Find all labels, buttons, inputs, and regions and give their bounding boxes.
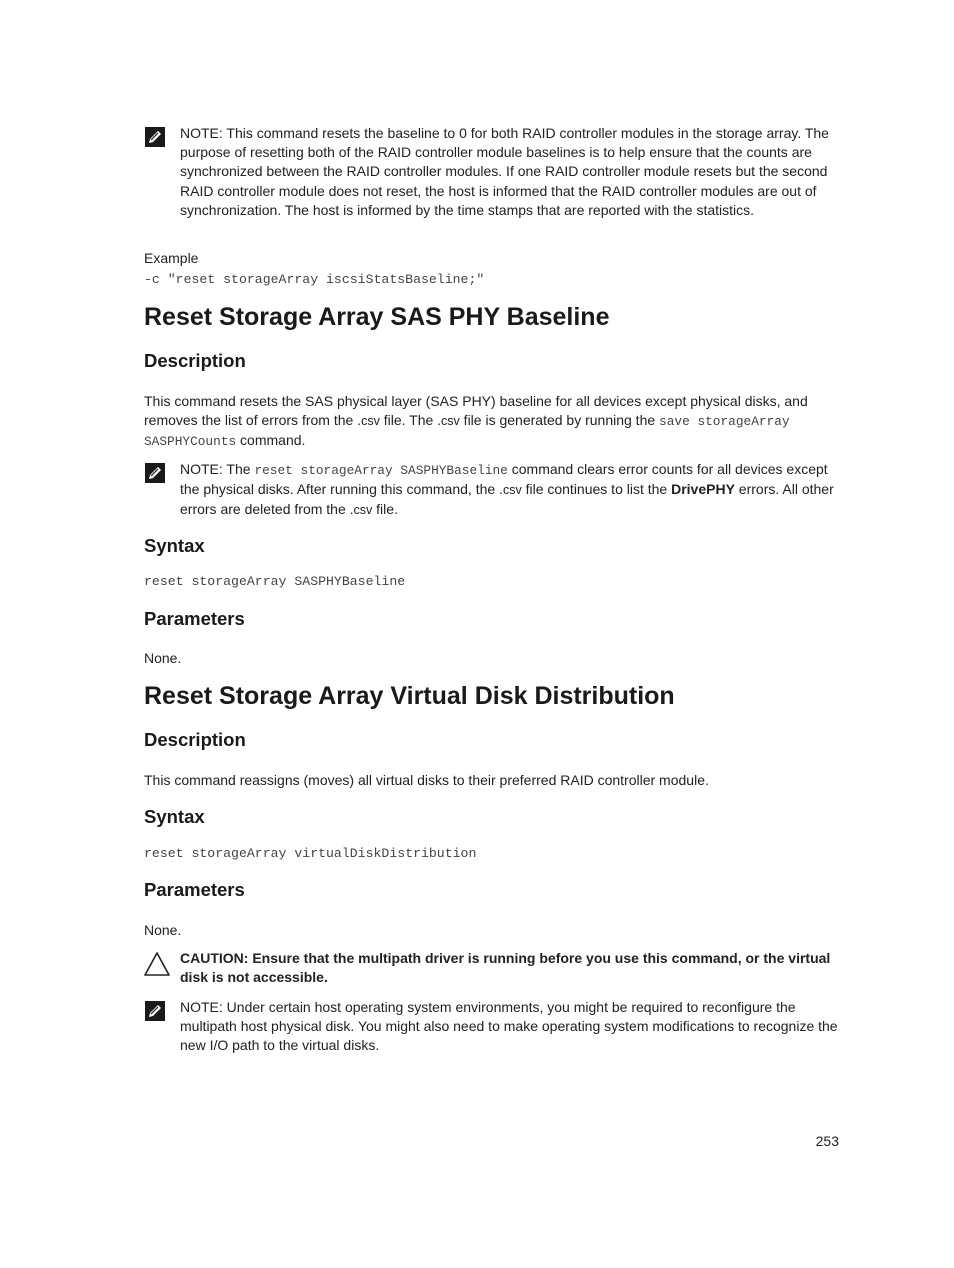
note-body: file continues to list the [521,481,672,498]
note-body: The [222,461,255,477]
description-heading: Description [144,729,246,750]
csv-term: csv [361,414,380,429]
note-label: NOTE: [180,999,223,1015]
note-text [180,460,844,521]
parameters-text: None. [144,922,182,938]
syntax-code: reset storageArray SASPHYBaseline [144,574,406,589]
inline-code: reset storageArray SASPHYBaseline [254,463,508,478]
description-text: This command resets the SAS physical layer (SAS PHY) baseline for all devices except physical disks, and removes the list of errors from the . [144,393,808,429]
description-paragraph [144,392,834,452]
note-pencil-icon [144,126,166,148]
caution-text: CAUTION: Ensure that the multipath driver is running before you use this command, or the virtual disk is not accessible. [180,950,831,986]
parameters-heading: Parameters [144,879,245,900]
caution-triangle-icon [143,951,171,977]
note-body: command clears error counts for all devices except the physical disks. After running this command, the . [180,461,828,498]
section-title: Reset Storage Array SAS PHY Baseline [144,303,610,331]
parameters-heading: Parameters [144,608,245,629]
note-body: This command resets the baseline to 0 for both RAID controller modules in the storage array. The purpose of resetting both of the RAID controller module baselines is to help ensure that the counts are synchronized between the RAID controller modules. If one RAID controller module resets but the second RAID controller module does not reset, the host is informed that the RAID controller modules are out of synchronization. The host is informed by the time stamps that are reported with the statistics. [180,125,829,218]
note-label: NOTE: [180,461,223,477]
note-pencil-icon [144,1000,166,1022]
note-text [180,998,844,1056]
description-text: command. [236,432,306,449]
example-code: -c "reset storageArray iscsiStatsBaseline;" [144,272,485,287]
note-pencil-icon [144,462,166,484]
bold-term: DrivePHY [671,481,735,498]
example-label: Example [144,250,199,266]
syntax-heading: Syntax [144,535,205,556]
csv-term: csv [353,503,373,518]
page-number: 253 [815,1133,839,1149]
note-body: Under certain host operating system environments, you might be required to reconfigure the multipath host physical disk. You might also need to make operating system modifications to recognize the new I/O path to the virtual disks. [180,999,838,1054]
description-text: file is generated by running the [459,412,660,429]
note-body: file. [372,501,398,518]
syntax-heading: Syntax [144,806,205,827]
parameters-text: None. [144,650,182,666]
description-heading: Description [144,350,246,371]
note-text [180,124,844,220]
note-label: NOTE: [180,125,223,141]
inline-code: save storageArray SASPHYCounts [144,414,790,450]
section-title: Reset Storage Array Virtual Disk Distribution [144,682,675,710]
csv-term: csv [502,483,522,498]
note-body: errors. All other errors are deleted from the . [180,481,834,518]
description-text: file. The . [379,412,442,429]
syntax-code: reset storageArray virtualDiskDistribution [144,846,477,861]
csv-term: csv [441,414,460,429]
description-paragraph: This command reassigns (moves) all virtual disks to their preferred RAID controller module. [144,772,709,788]
